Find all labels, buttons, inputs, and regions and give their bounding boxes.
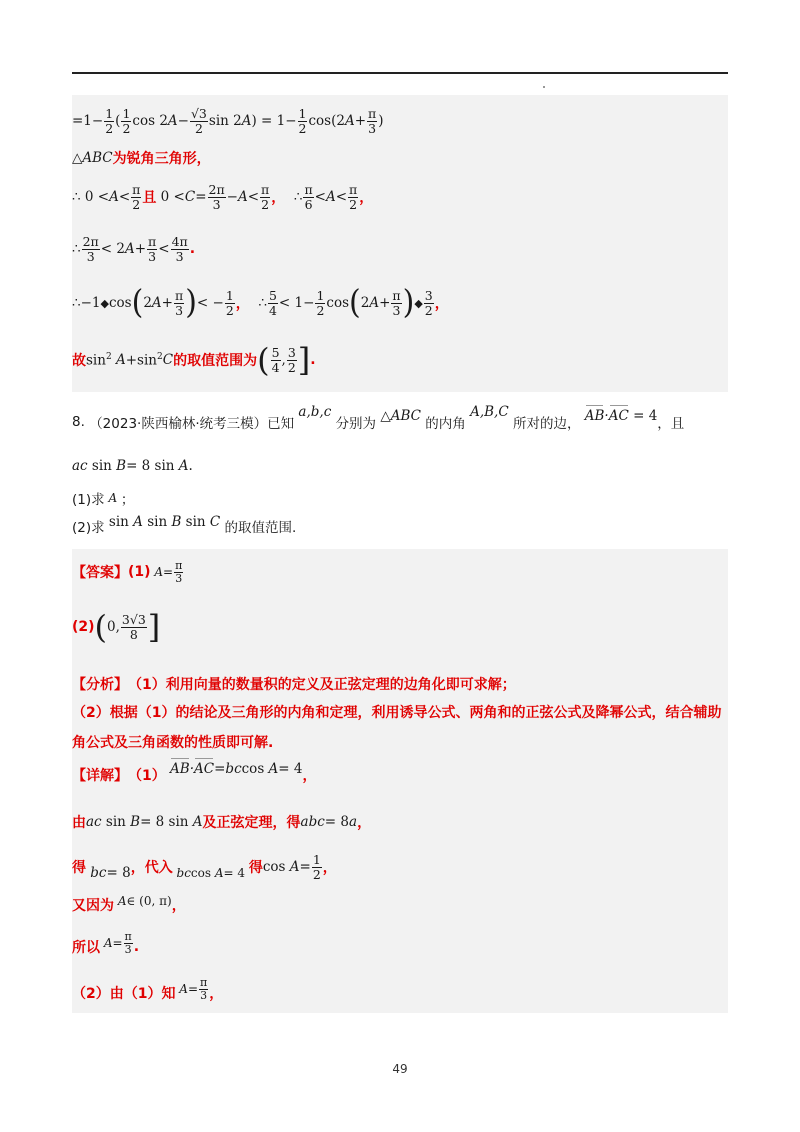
answer-line-2: (2) ( 0, $\frac{3√3}{8}$ ] [72, 608, 161, 646]
answer-line-1: 【答案】 (1) A = $\frac{\pi}{3}$ [72, 558, 183, 585]
formula-line-1: =1− $\frac{1}{2}$ ( $\frac{1}{2}$ cos 2 A − $\frac{√3}{2}$ sin 2 A ) = 1− $\frac{1}{2}$ cos(2 A + $\frac{\pi}{3}$ ) [72, 106, 384, 136]
detail-label: 【详解】 [72, 768, 128, 784]
double-angle-range-line: ∴ $\frac{2\pi}{3}$ < 2 A + $\frac{\pi}{3}$ < $\frac{4\pi}{3}$ . [72, 234, 196, 264]
question-source: （2023·陕西榆林·统考三模）已知 [89, 416, 295, 432]
solution-continuation-panel [72, 95, 728, 392]
header-rule [72, 72, 728, 74]
analysis-label: 【分析】 [72, 677, 128, 693]
detail-line-4: 又因为 A ∈ (0, π) ， [72, 894, 186, 914]
question-number: 8. [72, 414, 85, 430]
detail-line-6: （2）由（1）知 A = $\frac{\pi}{3}$ ， [72, 975, 224, 1002]
triangle-label: △ABC [72, 150, 113, 166]
question-8-line-2: ac sin B = 8 sin A . [72, 458, 193, 474]
detail-line-2: 由 ac sin B = 8 sin A 及正弦定理，得 abc = 8 a ， [72, 814, 372, 831]
cos-range-line: ∴ −1 ◆ cos ( 2 A + $\frac{\pi}{3}$ ) < − $\frac{1}{2}$ ， ∴ $\frac{5}{4}$ < 1− $\frac{1}{2}$ cos ( 2 A + $\frac{\pi}{3}$ ) ◆ $\frac{3}{2}$ ， [72, 283, 449, 322]
sub-question-1: (1)求 A ； [72, 491, 135, 508]
detail-line-5: 所以 A = $\frac{\pi}{3}$ . [72, 929, 140, 956]
angle-range-line: ∴ 0 < A < $\frac{\pi}{2}$ 且 0 < C = $\frac{2\pi}{3}$ − A < $\frac{\pi}{2}$ ， ∴ $\frac{\pi}{6}$ < A < $\frac{\pi}{2}$ ， [72, 182, 374, 212]
range-conclusion-line: 故 $\sin^2$ A $+\sin^2$ C 的取值范围为 ( $\frac{5}{4}$ , $\frac{3}{2}$ ] . [72, 341, 316, 379]
sub-question-2: (2)求 sin A sin B sin C 的取值范围. [72, 514, 297, 536]
page-number: 49 [392, 1062, 408, 1076]
analysis-line-1: 【分析】 （1）利用向量的数量积的定义及正弦定理的边角化即可求解； [72, 673, 516, 695]
analysis-line-2: （2）根据（1）的结论及三角形的内角和定理，利用诱导公式、两角和的正弦公式及降幂公式，结合辅助 [72, 705, 722, 721]
answer-label: 【答案】 [72, 565, 128, 581]
detail-line-1: 【详解】 （1） AB·AC = bc cos A = 4 ， [72, 761, 317, 784]
header-dot [543, 86, 545, 88]
question-8-line-1: 8. （2023·陕西榆林·统考三模）已知 a,b,c 分别为 △ABC 的内角 A,B,C 所对的边， AB·AC = 4 ，且 [72, 404, 685, 432]
detail-line-3: 得 bc = 8 ，代入 bc cos A = 4 得 cos A = $\frac{1}{2}$ ， [72, 852, 337, 882]
answer-panel [72, 549, 728, 1013]
acute-triangle-line [72, 147, 211, 169]
analysis-line-3: 角公式及三角函数的性质即可解. [72, 735, 274, 751]
acute-text: 为锐角三角形， [112, 151, 211, 167]
